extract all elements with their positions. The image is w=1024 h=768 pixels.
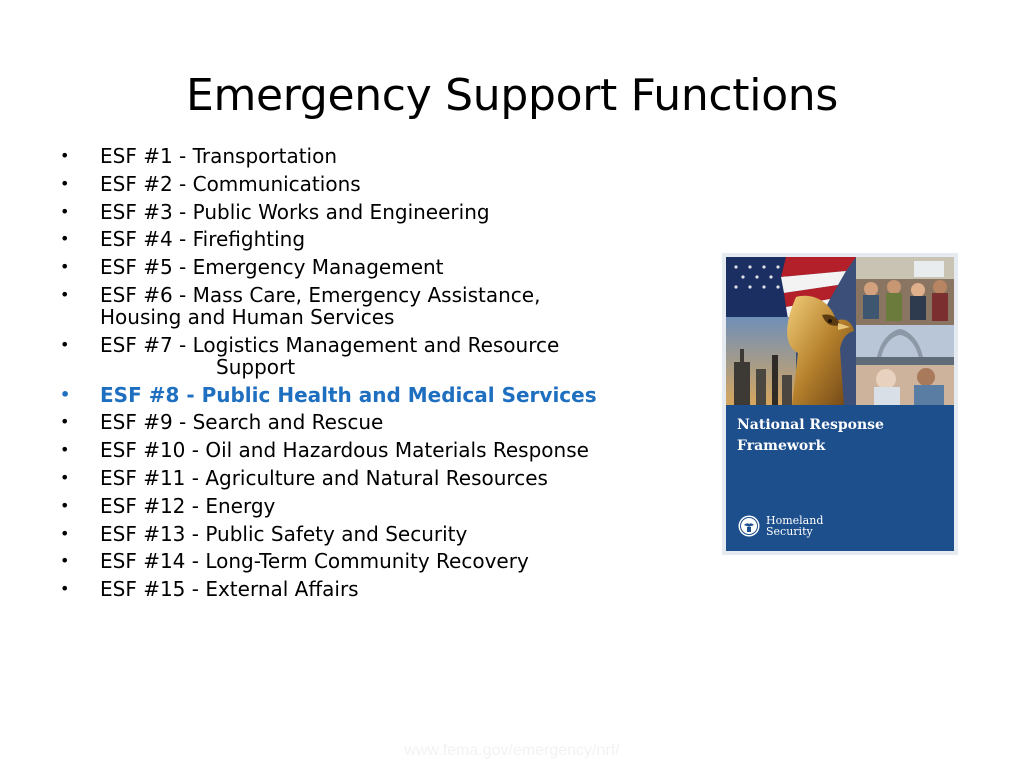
cover-photo-collage bbox=[726, 257, 954, 405]
cover-title-line: National Response bbox=[737, 417, 884, 433]
cover-org-line: Homeland bbox=[766, 514, 824, 527]
list-item bbox=[58, 228, 638, 250]
list-item-continuation: Housing and Human Services bbox=[100, 304, 395, 329]
list-item bbox=[58, 201, 638, 223]
list-item-continuation: Support bbox=[216, 354, 296, 379]
bullet-icon: • bbox=[60, 551, 70, 571]
list-item bbox=[58, 145, 638, 167]
nrf-cover-image bbox=[722, 253, 958, 555]
list-item-text: ESF #1 - Transportation bbox=[100, 144, 338, 168]
list-item bbox=[58, 411, 638, 433]
list-item-text: ESF #14 - Long-Term Community Recovery bbox=[100, 549, 529, 574]
bullet-icon: • bbox=[60, 579, 70, 599]
list-item bbox=[58, 495, 638, 517]
bullet-icon: • bbox=[60, 229, 70, 249]
list-item bbox=[58, 173, 638, 195]
list-item-text: ESF #11 - Agriculture and Natural Resources bbox=[100, 465, 548, 490]
list-item-text: ESF #8 - Public Health and Medical Services bbox=[100, 382, 597, 407]
list-item-text: ESF #6 - Mass Care, Emergency Assistance, bbox=[100, 282, 541, 307]
bullet-icon: • bbox=[60, 384, 71, 404]
list-item-text: ESF #4 - Firefighting bbox=[100, 227, 306, 252]
list-item-text: ESF #7 - Logistics Management and Resource bbox=[100, 332, 560, 357]
list-item bbox=[58, 334, 638, 378]
list-item-highlighted bbox=[58, 384, 638, 406]
bullet-icon: • bbox=[60, 201, 70, 221]
list-item bbox=[58, 578, 638, 600]
bullet-icon: • bbox=[60, 284, 70, 304]
list-item bbox=[58, 284, 638, 328]
bullet-icon: • bbox=[60, 257, 70, 277]
list-item bbox=[58, 550, 638, 572]
cover-title-line: Framework bbox=[737, 438, 826, 454]
list-item bbox=[58, 467, 638, 489]
list-item-text: ESF #10 - Oil and Hazardous Materials Response bbox=[100, 438, 589, 463]
bullet-icon: • bbox=[60, 440, 70, 460]
bullet-icon: • bbox=[60, 467, 70, 487]
list-item bbox=[58, 439, 638, 461]
bullet-icon: • bbox=[60, 412, 70, 432]
bullet-icon: • bbox=[60, 173, 70, 193]
list-item-text: ESF #5 - Emergency Management bbox=[100, 255, 444, 280]
cover-org-name bbox=[766, 515, 823, 537]
footer-url: www.fema.gov/emergency/nrf/ bbox=[404, 742, 620, 759]
list-item-text: ESF #3 - Public Works and Engineering bbox=[100, 199, 490, 224]
list-item-text: ESF #12 - Energy bbox=[100, 493, 276, 518]
cover-title bbox=[737, 415, 947, 457]
list-item bbox=[58, 523, 638, 545]
slide-title: Emergency Support Functions bbox=[185, 70, 839, 121]
list-item-text: ESF #15 - External Affairs bbox=[100, 577, 359, 602]
bullet-icon: • bbox=[60, 523, 70, 543]
cover-panel bbox=[726, 257, 954, 551]
list-item-text: ESF #13 - Public Safety and Security bbox=[100, 521, 468, 546]
list-item-text: ESF #9 - Search and Rescue bbox=[100, 410, 384, 435]
esf-list bbox=[58, 145, 638, 606]
dhs-seal-icon bbox=[738, 515, 760, 537]
bullet-icon: • bbox=[60, 146, 70, 165]
bullet-icon: • bbox=[60, 334, 70, 354]
bullet-icon: • bbox=[60, 495, 70, 515]
cover-org-line: Security bbox=[766, 525, 813, 538]
list-item-text: ESF #2 - Communications bbox=[100, 171, 361, 196]
list-item bbox=[58, 256, 638, 278]
